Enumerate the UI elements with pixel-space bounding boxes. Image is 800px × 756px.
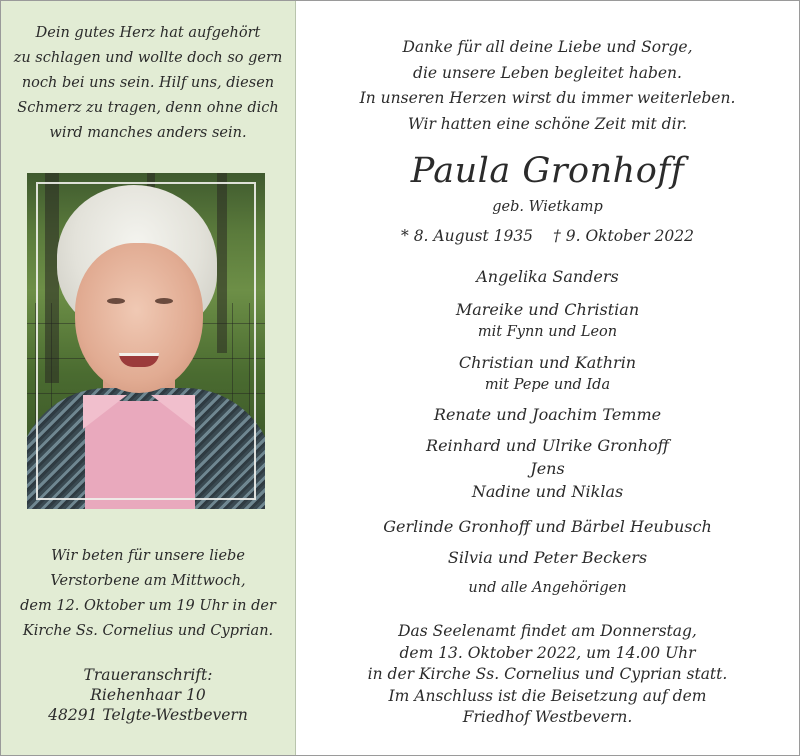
mourning-address xyxy=(1,665,295,725)
address-label: Traueranschrift: xyxy=(83,666,213,684)
service-line: dem 12. Oktober um 19 Uhr in der xyxy=(20,598,276,614)
family-entry: Nadine und Niklas xyxy=(471,482,624,501)
service-line: Wir beten für unsere liebe xyxy=(51,548,245,564)
address-street: Riehenhaar 10 xyxy=(90,686,206,704)
intro-line: Danke für all deine Liebe und Sorge, xyxy=(402,38,693,56)
closing-line: dem 13. Oktober 2022, um 14.00 Uhr xyxy=(399,643,696,662)
family-entry: Silvia und Peter Beckers xyxy=(447,548,648,567)
family-entry-relatives: und alle Angehörigen xyxy=(468,580,627,596)
family-entry: Renate und Joachim Temme xyxy=(433,405,662,424)
family-entry-children: mit Fynn und Leon xyxy=(477,324,618,340)
closing-line: Im Anschluss ist die Beisetzung auf dem xyxy=(388,686,707,705)
family-entry: Mareike und Christian xyxy=(455,300,640,319)
motto-line: zu schlagen und wollte doch so gern xyxy=(13,50,283,66)
motto-line: noch bei uns sein. Hilf uns, diesen xyxy=(21,75,275,91)
life-dates xyxy=(296,224,799,248)
motto-line: Dein gutes Herz hat aufgehört xyxy=(35,25,261,41)
intro-verse xyxy=(296,35,799,137)
prayer-service-info xyxy=(1,544,295,644)
death-date: † 9. Oktober 2022 xyxy=(553,227,694,245)
funeral-service-info xyxy=(296,621,799,729)
family-entry: Jens xyxy=(530,459,565,478)
family-entry: Angelika Sanders xyxy=(476,267,619,286)
photo-frame xyxy=(36,182,256,500)
closing-line: in der Kirche Ss. Cornelius und Cyprian statt. xyxy=(367,665,728,683)
deceased-name: Paula Gronhoff xyxy=(410,151,685,191)
portrait-photo xyxy=(27,173,265,509)
closing-line: Das Seelenamt findet am Donnerstag, xyxy=(398,622,697,640)
service-line: Kirche Ss. Cornelius und Cyprian. xyxy=(22,623,274,639)
intro-line: In unseren Herzen wirst du immer weiterleben. xyxy=(359,89,736,107)
intro-line: Wir hatten eine schöne Zeit mit dir. xyxy=(407,114,688,133)
family-entry: Gerlinde Gronhoff und Bärbel Heubusch xyxy=(383,517,712,536)
family-entry: Reinhard und Ulrike Gronhoff xyxy=(426,436,669,455)
family-entry: Christian und Kathrin xyxy=(458,353,637,372)
address-city: 48291 Telgte-Westbevern xyxy=(48,706,248,724)
motto-line: Schmerz zu tragen, denn ohne dich xyxy=(17,100,279,116)
motto-verse xyxy=(1,21,295,146)
motto-line: wird manches anders sein. xyxy=(49,125,247,141)
closing-line: Friedhof Westbevern. xyxy=(462,708,633,726)
birth-date: * 8. August 1935 xyxy=(401,227,534,245)
service-line: Verstorbene am Mittwoch, xyxy=(50,573,246,589)
birth-name: geb. Wietkamp xyxy=(492,199,603,215)
family-entry-children: mit Pepe und Ida xyxy=(484,377,611,393)
intro-line: die unsere Leben begleitet haben. xyxy=(413,63,682,82)
